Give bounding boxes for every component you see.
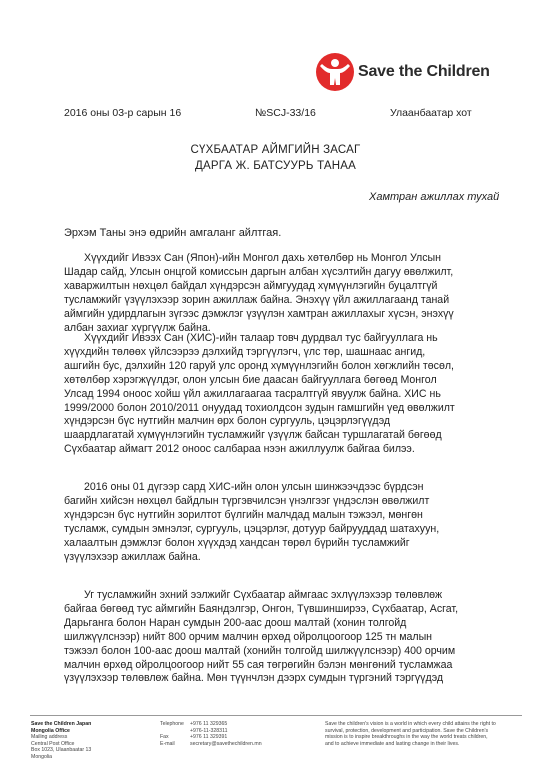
paragraph-line: хүүхдийн төлөөх үйлсээрээ дэлхийд тэргүүлэгч, үлс төр, шашнаас ангид, xyxy=(64,345,426,358)
paragraph-line: ашгийн бус, дэлхийн 120 гаруй улс оронд хүмүүнлэгийн болон хөгжлийн төсөл, xyxy=(64,359,454,372)
paragraph-line: хүндэрсэн бүс нутгийн малчин өрх болон сургууль, цэцэрлэгүүдэд xyxy=(64,415,391,428)
footer-contact-value: +976 11 329365 xyxy=(190,721,228,727)
paragraph-line: аймгийн удирдлагын зүгээс дэмжлэг үзүүлэн хамтран ажиллахыг хүсэн, энэхүү xyxy=(64,307,454,320)
footer-org-line: Save the Children Japan xyxy=(31,721,92,727)
footer-contact-values xyxy=(190,721,262,747)
save-the-children-logo-icon xyxy=(315,52,355,92)
footer-org-line: Central Post Office xyxy=(31,740,75,747)
footer-mission-line: and to achieve immediate and lasting change in their lives. xyxy=(325,740,460,747)
footer-contact-label: E-mail xyxy=(160,740,175,747)
paragraph-line: малчин өрхөд ойролцоогоор нийт 55 сая төгрөгийн бэлэн мөнгөний тусламжаа xyxy=(64,658,453,671)
paragraph-line: Уг тусламжийн эхний ээлжийг Сүхбаатар аймгаас эхлүүлэхээр төлөвлөж xyxy=(84,589,443,601)
paragraph-line: байгаа бөгөөд тус аймгийн Баяндэлгэр, Онгон, Түвшинширээ, Сүхбаатар, Асгат, xyxy=(64,602,459,615)
letter-date: 2016 оны 03-р сарын 16 xyxy=(64,107,182,119)
paragraph-line: шаардлагатай хүмүүнлэгийн тусламжийг үзүүлж байсан туршлагатай бөгөөд xyxy=(64,429,442,442)
paragraph-line: Сүхбаатар аймагт 2012 оноос салбараа нээн ажиллуулж байгаа билээ. xyxy=(64,443,415,456)
footer-contact-label: Fax xyxy=(160,734,169,741)
paragraph-line: үзүүлэхээр ажиллаж байна. xyxy=(64,550,201,563)
paragraph-line: Хүүхдийг Ивээх Сан (ХИС)-ийн талаар товч дурдвал тус байгууллага нь xyxy=(84,332,438,344)
paragraph-line: тусламж, сумдын эмнэлэг, сургууль, цэцэрлэг, дотуур байрууддад шатахуун, xyxy=(64,522,440,535)
paragraph-line: хүндэрсэн бүс нутгийн зорилтот бүлгийн малчдад малын тэжээл, мөнгөн xyxy=(64,508,423,521)
footer-org-line: Box 1023, Ulaanbaatar 13 xyxy=(31,747,92,754)
paragraph-line: 2016 оны 01 дүгээр сард ХИС-ийн олон улсын шинжээчдээс бүрдсэн xyxy=(84,481,424,493)
footer-contact-value: +976 11 329391 xyxy=(190,734,228,741)
recipient-line-1: СҮХБААТАР АЙМГИЙН ЗАСАГ xyxy=(190,144,361,156)
footer-divider xyxy=(30,715,522,716)
footer-email-link[interactable]: secretary@savethechildren.mn xyxy=(190,740,262,747)
paragraph-line: Дарьганга болон Наран сумдын 200-аас доош малтай (хонин толгойд xyxy=(64,616,407,629)
paragraph-line: шилжүүлснээр) нийт 800 орчим малчин өрхөд ойролцоогоор 125 тн малын xyxy=(64,630,433,643)
logo xyxy=(315,52,490,92)
paragraph-line: хаваржилтын нөхцөл байдал хүндэрсэн аймгуудад хүмүүнлэгийн буцалтгүй xyxy=(64,279,438,292)
paragraph-line: Улсад 1994 оноос хойш үйл ажиллагаагаа тасралтгүй явуулж байна. ХИС нь xyxy=(64,387,441,400)
paragraph-line: 1999/2000 болон 2010/2011 онуудад тохиолдсон зудын гамшгийн үед өвөлжилт xyxy=(64,401,455,414)
letter-number: №SCJ-33/16 xyxy=(255,107,316,119)
paragraph-line: халаалтын дэмжлэг болон хүүхдэд хандсан төрөл бүрийн тусламжийг xyxy=(64,536,410,549)
footer-mission-line: Save the children's vision is a world in which every child attains the right to xyxy=(325,721,496,727)
paragraph-4 xyxy=(64,589,487,686)
footer-contact-label: Telephone xyxy=(160,721,184,727)
footer-contact-label xyxy=(160,728,184,735)
footer-organization xyxy=(31,721,91,761)
footer-org-line: Mongolia xyxy=(31,753,53,760)
paragraph-line: тусламжийг үзүүлэхээр зорин ажиллаж байна. Энэхүү үйл ажиллагаанд танай xyxy=(64,293,450,306)
paragraph-1 xyxy=(64,252,487,335)
paragraph-3 xyxy=(64,481,487,564)
paragraph-line: хөтөлбөр хэрэгжүүлдэг, олон улсын бие даасан байгууллага бөгөөд Монгол xyxy=(64,373,437,386)
footer-org-line: Mailing address xyxy=(31,734,68,741)
paragraph-line: багийн хийсэн нөхцөл байдлын түргэвчилсэн үнэлгээг үндэслэн өвөлжилт xyxy=(64,494,430,507)
logo-text: Save the Children xyxy=(358,63,490,80)
footer-contact-labels xyxy=(160,721,184,747)
paragraph-line: үзүүлэхээр төлөвлөж байна. Мөн түүнчлэн дээрх сумдын түргэний тэргүүдэд xyxy=(64,672,444,685)
footer-org-line: Mongolia Office xyxy=(31,727,70,734)
letter-subject: Хамтран ажиллах тухай xyxy=(369,191,500,203)
letter-city: Улаанбаатар хот xyxy=(390,107,472,119)
greeting: Эрхэм Таны энэ өдрийн амгаланг айлтгая. xyxy=(64,227,282,239)
paragraph-line: Шадар сайд, Улсын онцгой комиссын даргын албан хүсэлтийн дагуу өвөлжилт, xyxy=(64,265,454,278)
recipient-line-2: ДАРГА Ж. БАТСУУРЬ ТАНАА xyxy=(194,160,357,172)
footer-mission-line: mission is to inspire breakthroughs in the way the world treats children, xyxy=(325,734,488,741)
footer-mission-statement xyxy=(325,721,517,747)
footer-contact-value: +976-11-328311 xyxy=(190,727,228,734)
footer-mission-line: survival, protection, development and participation. Save the Children's xyxy=(325,727,489,734)
paragraph-line: албан захиаг хүргүүлж байна. xyxy=(64,321,211,334)
paragraph-line: тэжээл болон 100-аас доош малтай (хонийн толгойд шилжүүлснээр) 400 орчим xyxy=(64,644,456,657)
paragraph-line: Хүүхдийг Ивээх Сан (Япон)-ийн Монгол дахь хөтөлбөр нь Монгол Улсын xyxy=(84,252,441,264)
paragraph-2 xyxy=(64,332,487,457)
